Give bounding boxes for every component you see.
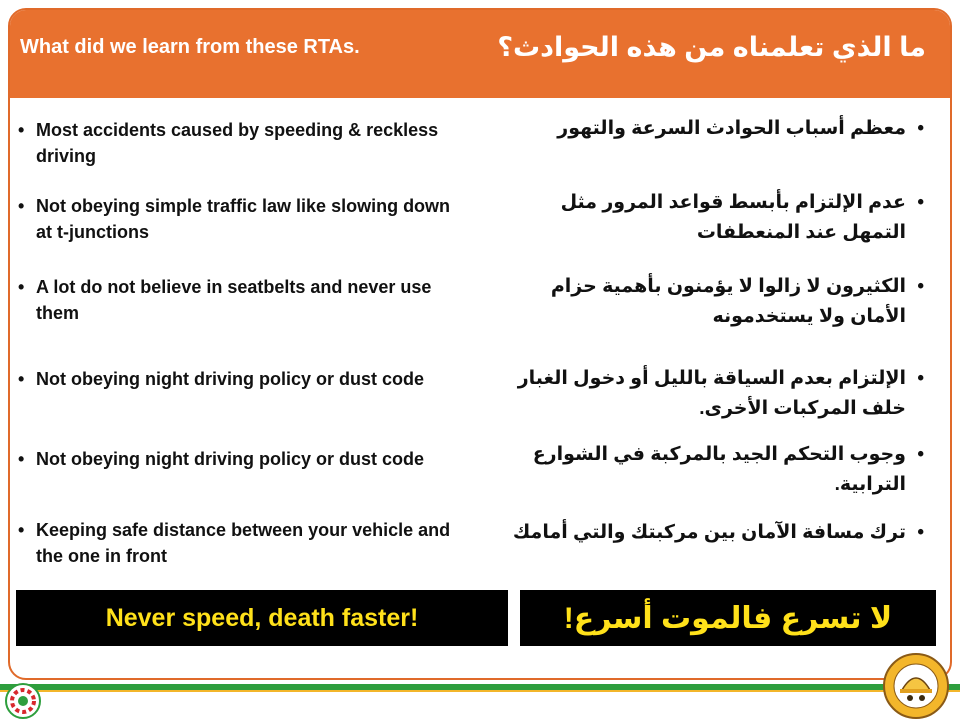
- point-en-text: Not obeying night driving policy or dust code: [36, 369, 425, 389]
- bullet-icon: •: [917, 276, 924, 297]
- title-arabic: ما الذي تعلمناه من هذه الحوادث؟: [497, 32, 926, 62]
- point-ar-text: عدم الإلتزام بأبسط قواعد المرور مثل التمهل عند المنعطفات: [560, 192, 906, 243]
- point-en-text: A lot do not believe in seatbelts and never use them: [36, 277, 432, 323]
- point-en-3: [18, 274, 468, 326]
- slide-frame: [8, 8, 952, 680]
- bullet-icon: •: [18, 449, 25, 469]
- point-ar-3: [504, 272, 924, 332]
- point-en-text: Not obeying simple traffic law like slowing down at t-junctions: [36, 196, 451, 242]
- slogan-english-text: Never speed, death faster!: [105, 603, 419, 632]
- point-ar-6: [504, 518, 924, 548]
- point-ar-1: [504, 114, 924, 144]
- point-en-5: [18, 446, 468, 472]
- slogan-arabic-text: لا تسرع فالموت أسرع!: [563, 601, 893, 635]
- slogan-banner-english: [16, 590, 508, 646]
- point-en-2: [18, 193, 468, 245]
- bullet-icon: •: [18, 520, 25, 540]
- point-ar-5: [504, 440, 924, 500]
- point-en-text: Most accidents caused by speeding & reckless driving: [36, 120, 439, 166]
- bullet-icon: •: [18, 277, 25, 297]
- company-logo-icon: [4, 682, 42, 720]
- slogan-banner-arabic: [520, 590, 936, 646]
- bullet-icon: •: [18, 120, 25, 140]
- footer-yellow-stripe: [0, 690, 960, 692]
- point-en-1: [18, 117, 468, 169]
- point-en-text: Not obeying night driving policy or dust code: [36, 449, 425, 469]
- bullet-icon: •: [917, 444, 924, 465]
- slide-header: [10, 10, 950, 98]
- bullet-icon: •: [917, 118, 924, 139]
- point-ar-text: ترك مسافة الآمان بين مركبتك والتي أمامك: [512, 522, 906, 543]
- point-en-text: Keeping safe distance between your vehicle and the one in front: [36, 520, 451, 566]
- bullet-icon: •: [18, 196, 25, 216]
- bullet-icon: •: [917, 192, 924, 213]
- bullet-icon: •: [18, 369, 25, 389]
- point-ar-2: [504, 188, 924, 248]
- point-en-6: [18, 517, 468, 569]
- bullet-icon: •: [917, 368, 924, 389]
- point-ar-text: الإلتزام بعدم السياقة بالليل أو دخول الغبار خلف المركبات الأخرى.: [517, 368, 906, 419]
- point-ar-4: [504, 364, 924, 424]
- title-english: What did we learn from these RTAs.: [20, 36, 360, 58]
- point-ar-text: الكثيرون لا زالوا لا يؤمنون بأهمية حزام الأمان ولا يستخدمونه: [550, 276, 906, 327]
- bullet-icon: •: [917, 522, 924, 543]
- point-en-4: [18, 366, 468, 392]
- safety-teamwork-badge-icon: [876, 652, 956, 720]
- point-ar-text: وجوب التحكم الجيد بالمركبة في الشوارع الترابية.: [532, 444, 906, 495]
- point-ar-text: معظم أسباب الحوادث السرعة والتهور: [557, 118, 906, 139]
